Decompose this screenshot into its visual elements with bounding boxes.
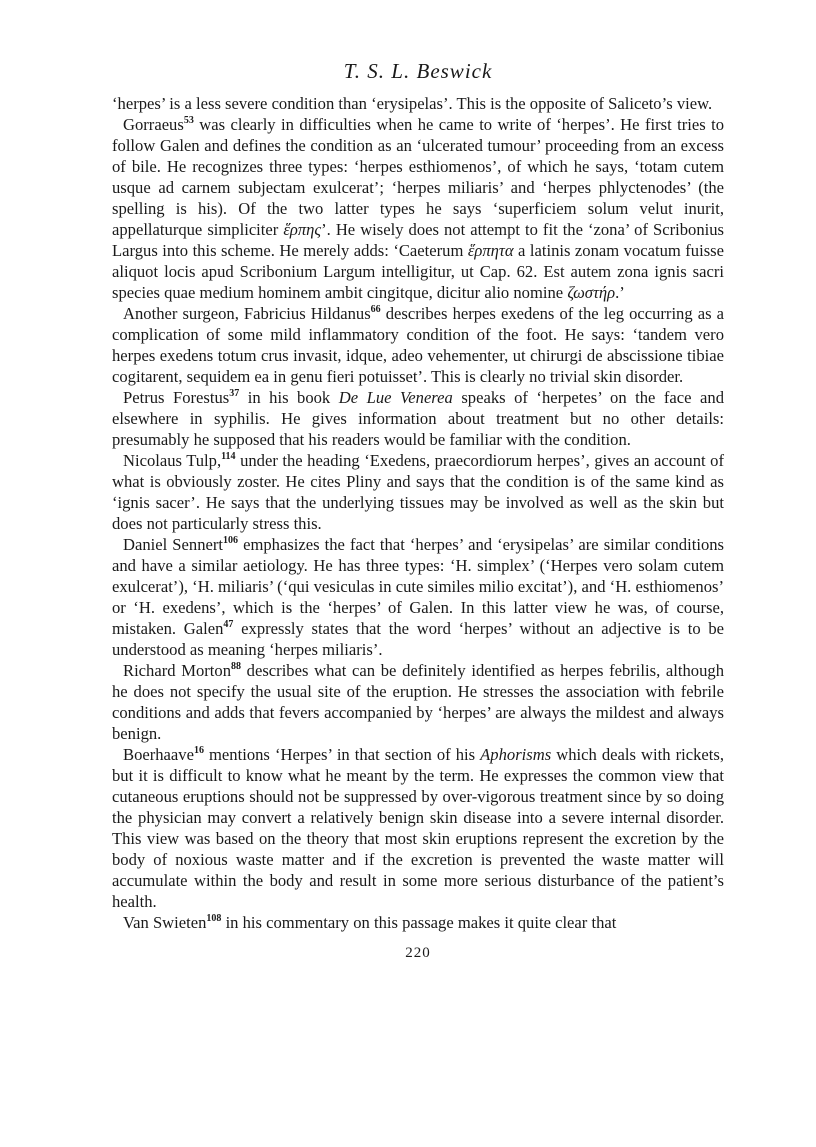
text-run: Another surgeon, Fabricius Hildanus (123, 304, 371, 323)
paragraph (112, 534, 724, 660)
greek-word: ἕρπης (283, 220, 322, 239)
paragraph (112, 450, 724, 534)
reference-number: 88 (231, 661, 241, 672)
page (112, 58, 724, 962)
text-run: expressly states that the word ‘herpes’ without an adjective is to be understood as meaning ‘herpes miliaris’. (112, 619, 725, 659)
reference-number: 66 (370, 304, 381, 315)
text-run: in his book (239, 388, 339, 407)
text-run: Gorraeus (123, 115, 184, 134)
greek-word: ζωστήρ (567, 283, 616, 302)
italic-title: Aphorisms (480, 745, 552, 764)
text-run: describes herpes exedens of the leg occurring as a complication of some mild inflammatory condition of the foot. He says: ‘tandem vero herpes exedens totum crus invasit, idque, adeo vehementer, ut chirurgi de abscissione tibiae cogitarent, sequidem ea in genu fieri potuisset’. This is clearly no trivial skin disorder. (112, 304, 724, 386)
text-run: .’ (615, 283, 625, 302)
body-text (112, 93, 724, 933)
greek-word: ἕρπητα (467, 241, 514, 260)
text-run: Richard Morton (123, 661, 231, 680)
reference-number: 106 (223, 535, 238, 546)
paragraph (112, 660, 724, 744)
paragraph (112, 387, 724, 450)
text-run: Boerhaave (123, 745, 194, 764)
paragraph (112, 744, 724, 912)
reference-number: 16 (193, 745, 204, 756)
paragraph (112, 93, 724, 114)
text-run: describes what can be definitely identified as herpes febrilis, although he does not specify the usual site of the eruption. He stresses the association with febrile conditions and adds that fevers accompanied by ‘herpes’ are always the mildest and always benign. (112, 661, 724, 743)
reference-number: 108 (206, 913, 222, 924)
text-run: Nicolaus Tulp, (123, 451, 222, 470)
text-run: ’. He wisely does not attempt to fit the ‘zona’ of Scribonius Largus into this scheme. He merely adds: ‘Caeterum (112, 220, 724, 260)
text-run: speaks of ‘herpetes’ on the face and elsewhere in syphilis. He gives information about treatment but no other details: presumably he supposed that his readers would be familiar with the condition. (112, 388, 724, 449)
reference-number: 53 (183, 115, 194, 126)
text-run: in his commentary on this passage makes it quite clear that (221, 913, 617, 932)
text-run: was clearly in difficulties when he came to write of ‘herpes’. He first tries to follow Galen and defines the condition as an ‘ulcerated tumour’ proceeding from an excess of bile. He recognizes three types: ‘herpes esthiomenos’, of which he says, ‘totam cutem usque ad carnem subjectam exulcerat’; ‘herpes miliaris’ and ‘herpes phlyctenodes’ (the spelling is his). Of the two latter types he says ‘superficiem solum velut inurit, appellaturque simpliciter (112, 115, 724, 239)
paragraph (112, 912, 724, 933)
text-run: Petrus Forestus (123, 388, 230, 407)
page-number: 220 (405, 945, 431, 961)
reference-number: 47 (223, 619, 234, 630)
text-run: Van Swieten (123, 913, 207, 932)
text-run: which deals with rickets, but it is difficult to know what he meant by the term. He expresses the common view that cutaneous eruptions should not be suppressed by over-vigorous treatment since by so doing the physician may convert a relatively benign skin disease into a severe internal disorder. This view was based on the theory that most skin eruptions represent the excretion by the body of noxious waste matter and if the excretion is prevented the waste matter will accumulate within the body and result in some more serious disturbance of the patient’s health. (112, 745, 724, 911)
text-run: mentions ‘Herpes’ in that section of his (203, 745, 481, 764)
paragraph (112, 114, 724, 303)
text-run: ‘herpes’ is a less severe condition than ‘erysipelas’. This is the opposite of Saliceto’s view. (112, 94, 713, 113)
running-head: T. S. L. Beswick (343, 59, 493, 83)
text-run: under the heading ‘Exedens, praecordiorum herpes’, gives an account of what is obviously zoster. He cites Pliny and says that the condition is of the same kind as ‘ignis sacer’. He says that the underlying tissues may be involved as well as the skin but does not particularly stress this. (112, 451, 724, 533)
text-run: Daniel Sennert (123, 535, 223, 554)
paragraph (112, 303, 724, 387)
text-run: a latinis zonam vocatum fuisse aliquot locis apud Scribonium Largum intelligitur, ut Cap. 62. Est autem zona ignis sacri species quae medium hominem ambit cingitque, dicitur alio nomine (112, 241, 724, 302)
text-run: emphasizes the fact that ‘herpes’ and ‘erysipelas’ are similar conditions and have a similar aetiology. He has three types: ‘H. simplex’ (‘Herpes vero solam cutem exulcerat’), ‘H. miliaris’ (‘qui vesiculas in cute similes milio excitat’), and ‘H. esthiomenos’ or ‘H. exedens’, which is the ‘herpes’ of Galen. In this latter view he was, of course, mistaken. Galen (112, 535, 724, 638)
reference-number: 37 (229, 388, 240, 399)
reference-number: 114 (221, 451, 236, 462)
italic-title: De Lue Venerea (338, 388, 453, 407)
